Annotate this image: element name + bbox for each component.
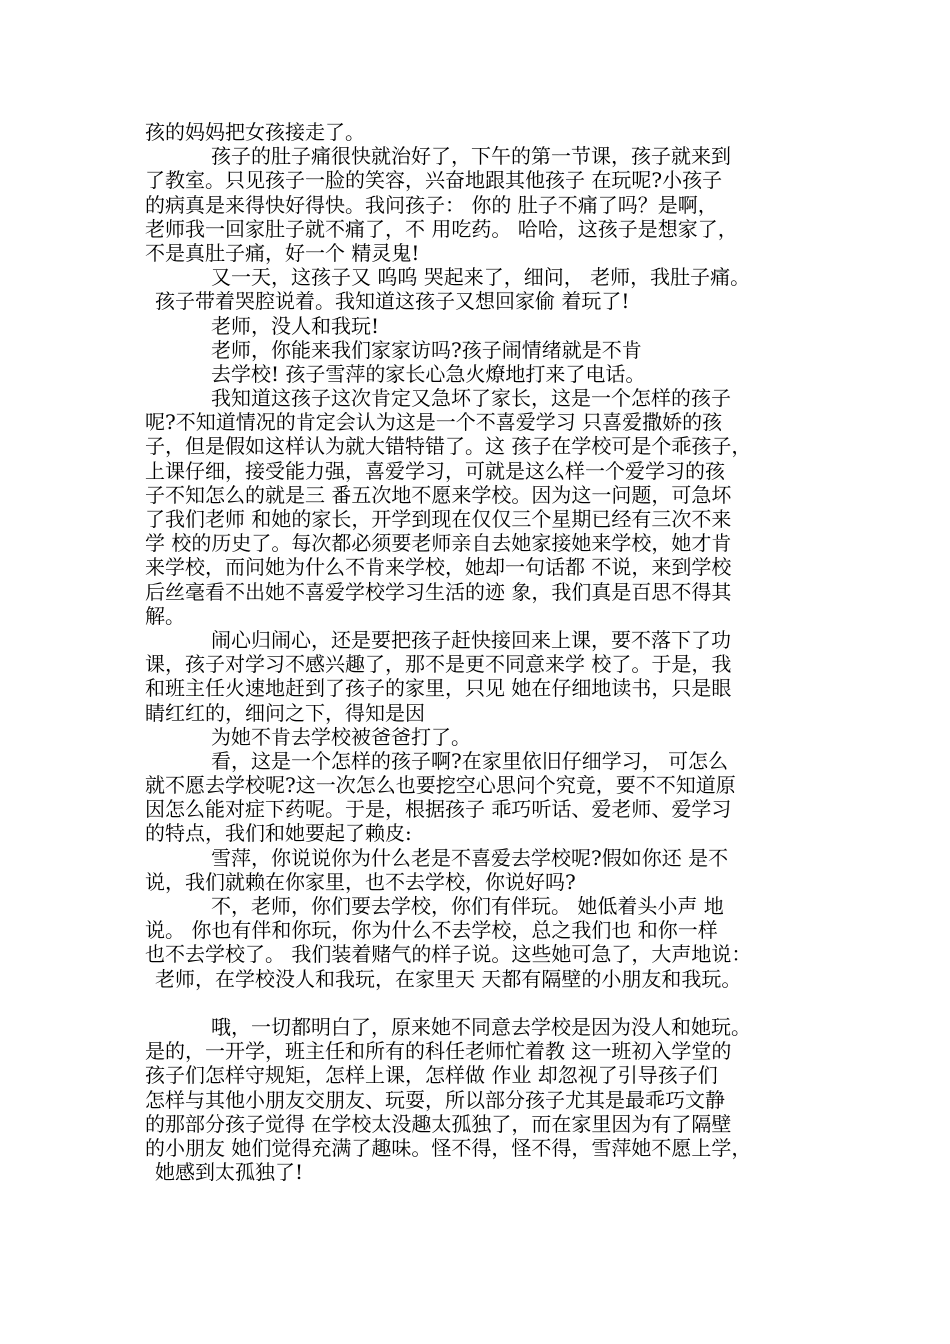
text-line: 怎样与其他小朋友交朋友、玩耍，所以部分孩子尤其是最乖巧文静 <box>145 1087 725 1112</box>
text-line: 来学校，而问她为什么不肯来学校，她却一句话都 不说，来到学校 <box>145 555 732 580</box>
text-line: 的小朋友 她们觉得充满了趣味。怪不得，怪不得，雪萍她不愿上学， <box>145 1135 752 1160</box>
text-line: 为她不肯去学校被爸爸打了。 <box>211 724 471 749</box>
text-line: 是的，一开学，班主任和所有的科任老师忙着教 这一班初入学堂的 <box>145 1039 732 1064</box>
text-line: 说。 你也有伴和你玩，你为什么不去学校，总之我们也 和你一样 <box>145 918 718 943</box>
text-line: 孩子们怎样守规矩，怎样上课，怎样做 作业 却忽视了引导孩子们 <box>145 1063 718 1088</box>
text-line: 后丝毫看不出她不喜爱学校学习生活的迹 象，我们真是百思不得其 <box>145 579 732 604</box>
text-line: 的病真是来得快好得快。我问孩子： 你的 肚子不痛了吗？是啊， <box>145 192 718 217</box>
text-line: 不，老师，你们要去学校，你们有伴玩。 她低着头小声 地 <box>211 894 724 918</box>
text-line: 解。 <box>145 603 185 628</box>
text-line: 老师，你能来我们家家访吗?孩子闹情绪就是不肯 <box>211 337 642 362</box>
text-line: 因怎么能对症下药呢。于是，根据孩子 乖巧听话、爱老师、爱学习 <box>145 797 732 822</box>
text-line: 的特点，我们和她要起了赖皮: <box>145 821 412 846</box>
text-line: 雪萍，你说说你为什么老是不喜爱去学校呢?假如你还 是不 <box>211 845 729 870</box>
text-line: 去学校! 孩子雪萍的家长心急火燎地打来了电话。 <box>211 361 646 386</box>
blank-line <box>145 991 825 1015</box>
text-line: 老师，在学校没人和我玩，在家里天 天都有隔壁的小朋友和我玩。 <box>155 966 742 991</box>
text-line: 说，我们就赖在你家里，也不去学校，你说好吗? <box>145 869 576 894</box>
text-line: 老师，没人和我玩! <box>211 313 380 338</box>
text-line: 就不愿去学校呢?这一次怎么也要挖空心思问个究竟，要不不知道原 <box>145 773 736 798</box>
text-line: 睛红红的，细问之下，得知是因 <box>145 700 425 725</box>
text-line: 哦，一切都明白了，原来她不同意去学校是因为没人和她玩。 <box>211 1014 751 1039</box>
text-line: 不是真肚子痛，好一个 精灵鬼! <box>145 240 420 265</box>
text-line: 子，但是假如这样认为就大错特错了。这 孩子在学校可是个乖孩子， <box>145 434 752 459</box>
text-line: 孩子的肚子痛很快就治好了，下午的第一节课，孩子就来到 <box>211 144 731 169</box>
text-line: 和班主任火速地赶到了孩子的家里，只见 她在仔细地读书，只是眼 <box>145 676 732 701</box>
text-line: 老师我一回家肚子就不痛了，不 用吃药。 哈哈，这孩子是想家了， <box>145 216 738 241</box>
text-line: 也不去学校了。 我们装着赌气的样子说。这些她可急了，大声地说： <box>145 942 752 967</box>
text-line: 看，这是一个怎样的孩子啊?在家里依旧仔细学习， 可怎么 <box>211 748 729 773</box>
document-body <box>145 120 825 1184</box>
text-line: 呢?不知道情况的肯定会认为这是一个不喜爱学习 只喜爱撒娇的孩 <box>145 410 723 435</box>
text-line: 子不知怎么的就是三 番五次地不愿来学校。因为这一问题，可急坏 <box>145 482 732 507</box>
text-line: 了我们老师 和她的家长，开学到现在仅仅三个星期已经有三次不来 <box>145 507 732 531</box>
text-line: 了教室。只见孩子一脸的笑容，兴奋地跟其他孩子 在玩呢?小孩子 <box>145 168 723 193</box>
text-line: 上课仔细，接受能力强，喜爱学习，可就是这么样一个爱学习的孩 <box>145 458 725 483</box>
text-line: 孩子带着哭腔说着。我知道这孩子又想回家偷 着玩了! <box>155 289 630 314</box>
text-line: 的那部分孩子觉得 在学校太没趣太孤独了，而在家里因为有了隔壁 <box>145 1111 732 1136</box>
text-line: 闹心归闹心，还是要把孩子赶快接回来上课，要不落下了功 <box>211 627 731 652</box>
text-line: 又一天，这孩子又 呜呜 哭起来了，细问， 老师，我肚子痛。 <box>211 265 751 290</box>
text-line: 我知道这孩子这次肯定又急坏了家长，这是一个怎样的孩子 <box>211 386 731 411</box>
text-line: 她感到太孤独了! <box>155 1160 304 1185</box>
text-line: 学 校的历史了。每次都必须要老师亲自去她家接她来学校，她才肯 <box>145 531 732 556</box>
text-line: 孩的妈妈把女孩接走了。 <box>145 120 365 144</box>
text-line: 课，孩子对学习不感兴趣了，那不是更不同意来学 校了。于是，我 <box>145 652 732 677</box>
